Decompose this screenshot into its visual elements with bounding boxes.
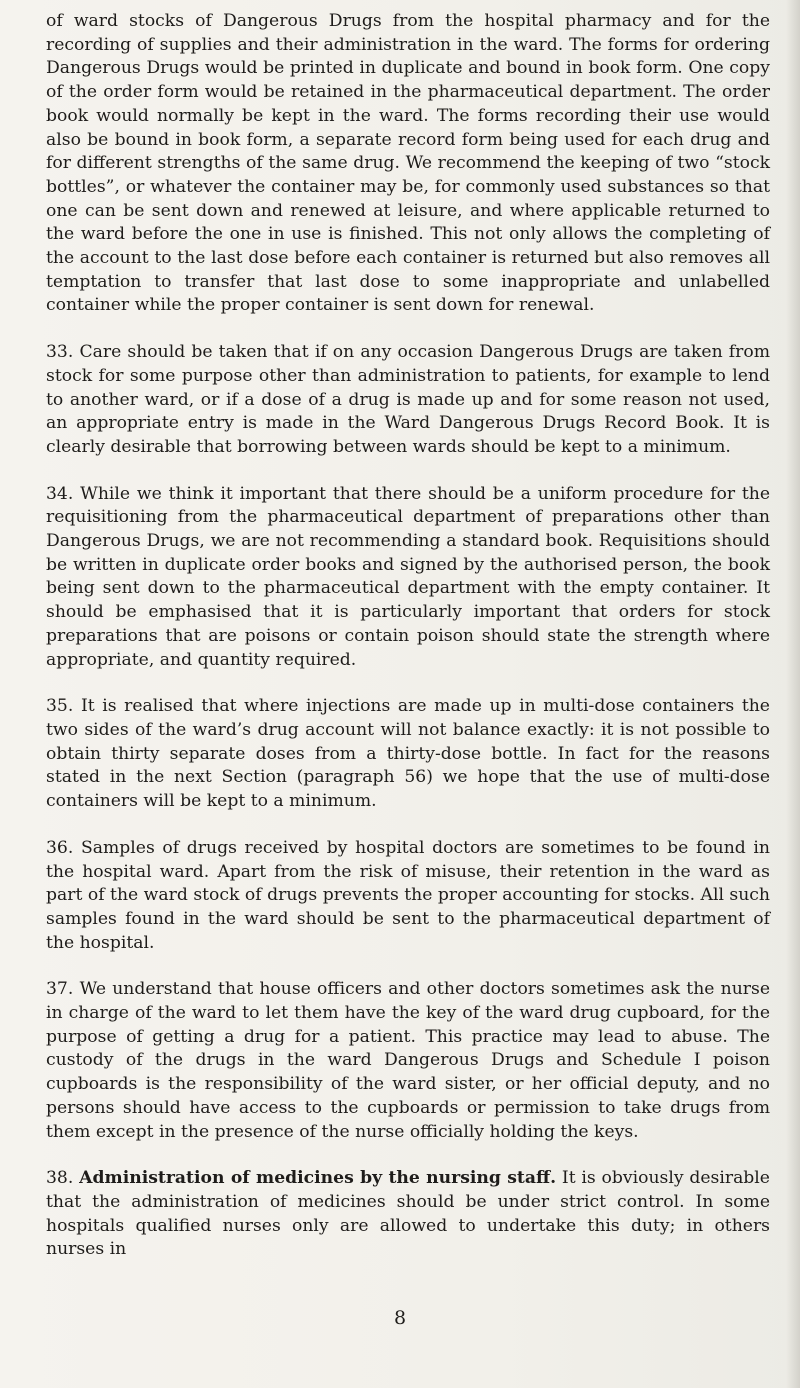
paragraph-text: We understand that house officers and other doctors sometimes ask the nurse in charge of the ward to let them have the key of the ward drug cupboard, for the purpose of getting a drug for a patient. This practice may lead to abuse. The custody of the drugs in the ward Dangerous Drugs and Schedule I poison cupboards is the responsibility of the ward sister, or her official deputy, and no persons should have access to the cupboards or permission to take drugs from them except in the presence of the nurse officially holding the keys. xyxy=(46,979,770,1142)
paragraph-number: 34. xyxy=(46,483,74,504)
paragraph-text: Care should be taken that if on any occasion Dangerous Drugs are taken from stock for some purpose other than administration to patients, for example to lend to another ward, or if a dose of a drug is made up and for some reason not used, an appropriate entry is made in the Ward Dangerous Drugs Record Book. It is clearly desirable that borrowing between wards should be kept to a minimum. xyxy=(46,342,770,457)
paragraph-text: It is obviously desirable that the administration of medicines should be under strict control. In some hospitals qualified nurses only are allowed to undertake this duty; in others nurses in xyxy=(46,1168,770,1260)
paragraph-number: 35. xyxy=(46,696,74,717)
paragraph-text: of ward stocks of Dangerous Drugs from the hospital pharmacy and for the recording of supplies and their administration in the ward. The forms for ordering Dangerous Drugs would be printed in duplicate and bound in book form. One copy of the order form would be retained in the pharmaceutical department. The order book would normally be kept in the ward. The forms recording their use would also be bound in book form, a separate record form being used for each drug and for different strengths of the same drug. We recommend the keeping of two “stock bottles”, or whatever the container may be, for commonly used substances so that one can be sent down and renewed at leisure, and where applicable returned to the ward before the one in use is finished. This not only allows the completing of the account to the last dose before each container is returned but also removes all temptation to transfer that last dose to some inappropriate and unlabelled container while the proper container is sent down for renewal. xyxy=(46,11,770,316)
page-number: 8 xyxy=(393,1307,407,1329)
paragraph-35 xyxy=(46,695,770,814)
paragraph-number: 38. xyxy=(46,1168,74,1189)
paragraph-33 xyxy=(46,341,770,460)
paragraph-text: While we think it important that there should be a uniform procedure for the requisitioning from the pharmaceutical department of preparations other than Dangerous Drugs, we are not recommending a standard book. Requisitions should be written in duplicate order books and signed by the authorised person, the book being sent down to the pharmaceutical department with the empty container. It should be emphasised that it is particularly important that orders for stock preparations that are poisons or contain poison should state the strength where appropriate, and quantity required. xyxy=(46,483,770,670)
page-body xyxy=(46,10,770,1262)
paragraph-number: 36. xyxy=(46,837,74,858)
paragraph-36 xyxy=(46,837,770,956)
paragraph-continuation xyxy=(46,10,770,318)
paragraph-37 xyxy=(46,978,770,1144)
paragraph-38 xyxy=(46,1167,770,1262)
paragraph-text: It is realised that where injections are made up in multi-dose containers the two sides of the ward’s drug account will not balance exactly: it is not possible to obtain thirty separate doses from a thirty-dose bottle. In fact for the reasons stated in the next Section (paragraph 56) we hope that the use of multi-dose containers will be kept to a minimum. xyxy=(46,696,770,812)
paragraph-34 xyxy=(46,483,770,673)
paragraph-number: 33. xyxy=(46,342,74,363)
paragraph-number: 37. xyxy=(46,979,74,1000)
paragraph-text: Samples of drugs received by hospital doctors are sometimes to be found in the hospital ward. Apart from the risk of misuse, their retention in the ward as part of the ward stock of drugs prevents the proper accounting for stocks. All such samples found in the ward should be sent to the pharmaceutical department of the hospital. xyxy=(46,837,770,953)
paragraph-heading: Administration of medicines by the nursing staff. xyxy=(79,1168,557,1189)
